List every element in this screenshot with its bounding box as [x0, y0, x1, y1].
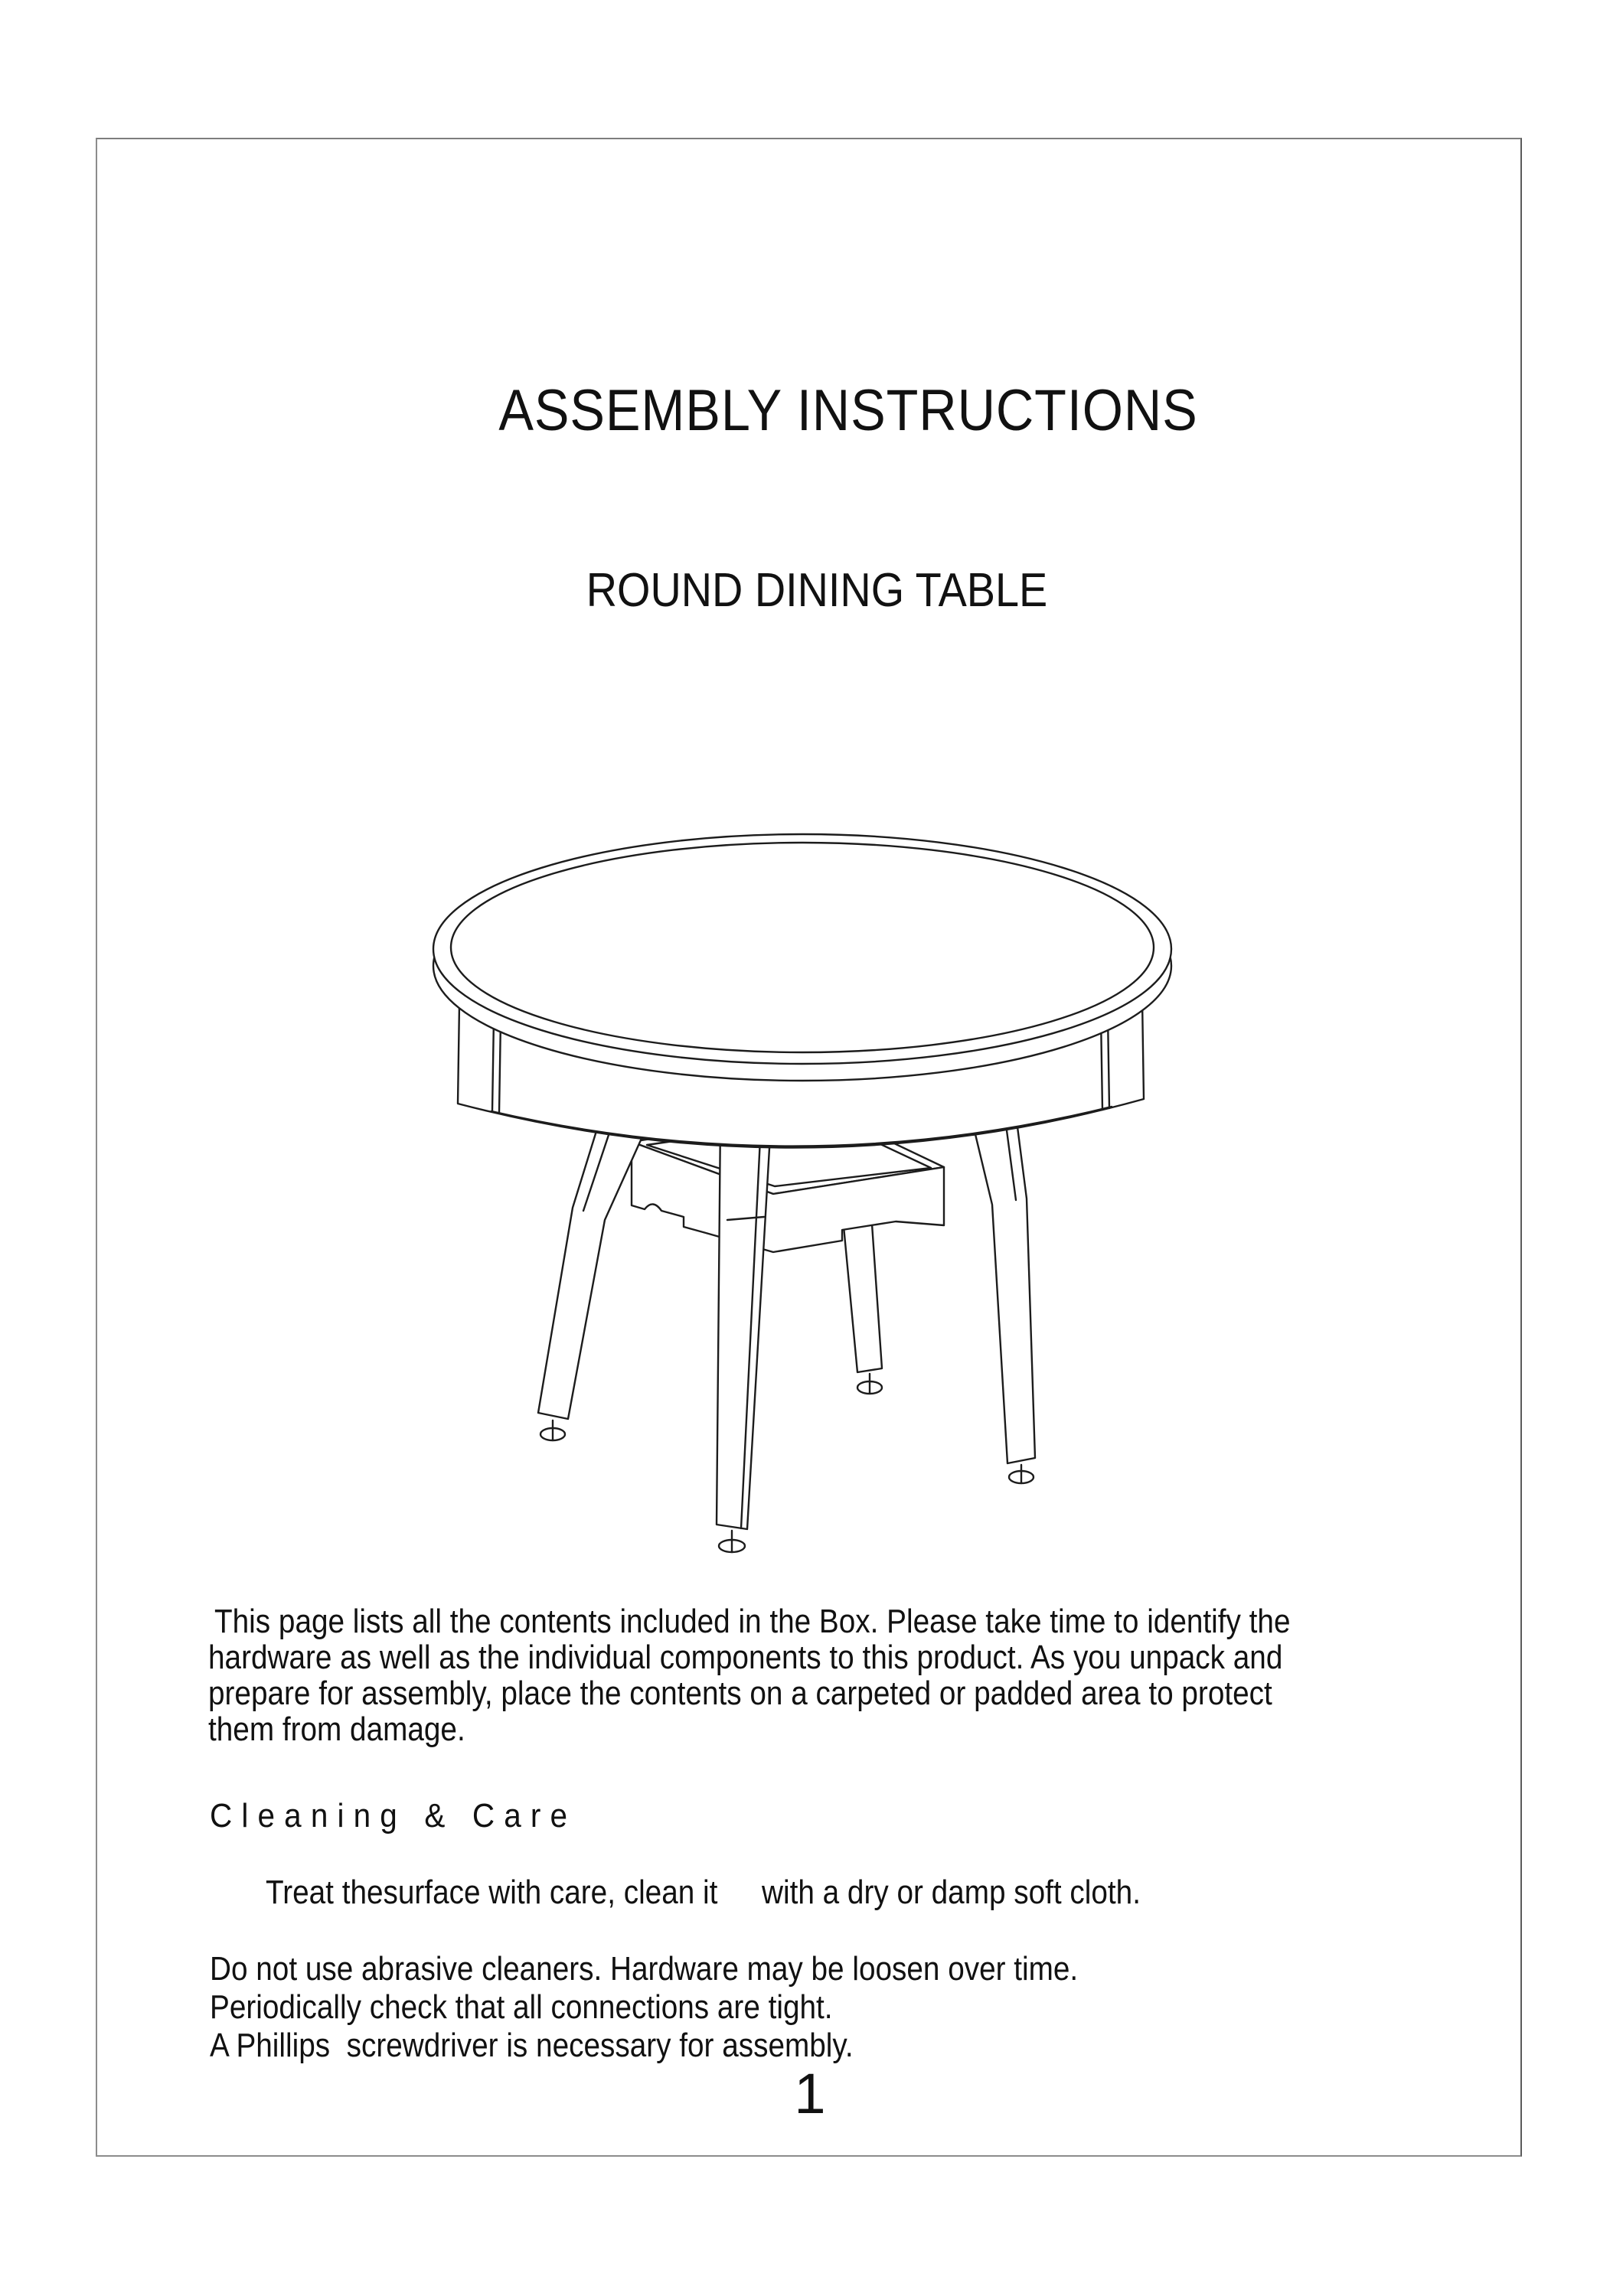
- table-top: [433, 834, 1171, 1081]
- table-front-leg: [717, 1119, 771, 1552]
- care-line: Treat thesurface with care, clean it with a dry or damp soft cloth.: [266, 1874, 1141, 1911]
- care-line: Do not use abrasive cleaners. Hardware may be loosen over time.: [210, 1950, 1079, 1988]
- table-right-leg: [966, 1085, 1035, 1483]
- document-subtitle: ROUND DINING TABLE: [586, 564, 1048, 617]
- page-number: 1: [794, 2062, 826, 2125]
- care-line: Periodically check that all connections are tight.: [210, 1988, 833, 2026]
- intro-paragraph: [208, 1603, 1437, 1747]
- care-heading: Cleaning & Care: [210, 1797, 577, 1835]
- intro-line: This page lists all the contents included in the Box. Please take time to identify the: [214, 1603, 1291, 1640]
- document-title: ASSEMBLY INSTRUCTIONS: [498, 378, 1198, 443]
- care-section: [210, 1835, 1197, 2065]
- intro-line: hardware as well as the individual components to this product. As you unpack and: [208, 1639, 1283, 1676]
- intro-line: prepare for assembly, place the contents on a carpeted or padded area to protect: [208, 1675, 1272, 1712]
- table-left-leg: [538, 1099, 654, 1440]
- intro-line: them from damage.: [208, 1711, 465, 1748]
- round-dining-table-illustration: [413, 796, 1194, 1607]
- care-line: A Phillips screwdriver is necessary for assembly.: [210, 2027, 854, 2064]
